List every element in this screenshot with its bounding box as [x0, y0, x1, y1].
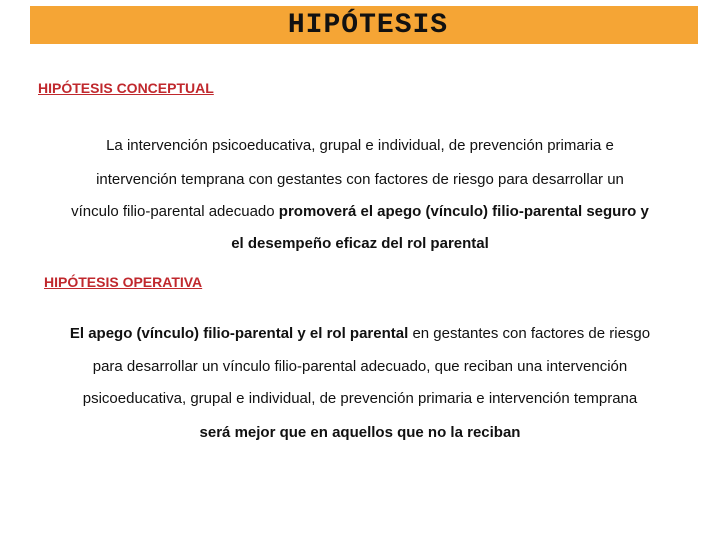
operativa-line-2: para desarrollar un vínculo filio-parental adecuado, que reciban una intervención [92, 358, 628, 375]
conceptual-line-3 [0, 203, 720, 220]
operativa-line-1-normal: en gestantes con factores de riesgo [408, 325, 651, 342]
conceptual-line-4 [0, 235, 720, 252]
conceptual-line-3-bold: promoverá el apego (vínculo) filio-parental seguro y [278, 203, 649, 220]
operativa-line-1-bold: El apego (vínculo) filio-parental y el rol parental [69, 325, 409, 342]
operativa-line-1 [0, 325, 720, 342]
title-banner [30, 6, 698, 44]
conceptual-line-1: La intervención psicoeducativa, grupal e individual, de prevención primaria e [106, 137, 614, 154]
heading-conceptual: HIPÓTESIS CONCEPTUAL [38, 80, 214, 96]
conceptual-line-3-normal: vínculo filio-parental adecuado [71, 203, 279, 220]
heading-operativa: HIPÓTESIS OPERATIVA [44, 274, 203, 290]
page-title: HIPÓTESIS [287, 9, 449, 41]
operativa-line-3: psicoeducativa, grupal e individual, de prevención primaria e intervención temprana [82, 390, 638, 407]
conceptual-line-2: intervención temprana con gestantes con factores de riesgo para desarrollar un [96, 171, 624, 188]
operativa-line-4 [0, 424, 720, 441]
operativa-line-4-bold: será mejor que en aquellos que no la reciban [199, 424, 521, 441]
conceptual-line-4-bold: el desempeño eficaz del rol parental [231, 235, 489, 252]
